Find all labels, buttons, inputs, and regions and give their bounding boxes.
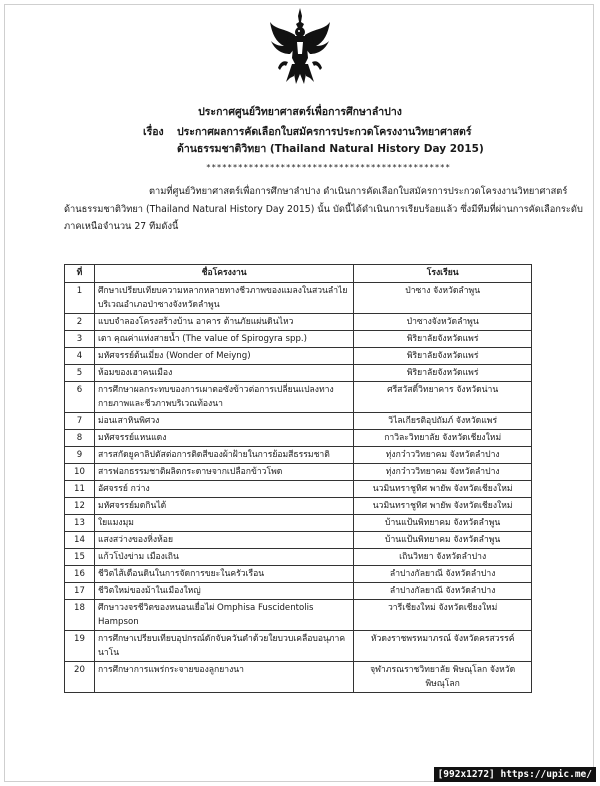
table-row: [65, 631, 532, 662]
table-row: [65, 413, 532, 430]
header-school: โรงเรียน: [354, 265, 532, 283]
row-num: 5: [65, 365, 95, 382]
table-row: [65, 348, 532, 365]
table-row: [65, 498, 532, 515]
table-row: [65, 600, 532, 631]
row-school: ทุ่งกว๋าววิทยาคม จังหวัดลำปาง: [354, 447, 532, 464]
row-project-name: อัศจรรย์ กว่าง: [94, 481, 353, 498]
row-project-name: เตา คุณค่าแห่งสายน้ำ (The value of Spirogyra spp.): [94, 331, 353, 348]
projects-table: [64, 264, 532, 693]
row-num: 16: [65, 566, 95, 583]
row-school: วิไลเกียรติอุปถัมภ์ จังหวัดแพร่: [354, 413, 532, 430]
row-school: หัวดงราชพรหมาภรณ์ จังหวัดครสวรรค์: [354, 631, 532, 662]
row-school: ศรีสวัสดิ์วิทยาคาร จังหวัดน่าน: [354, 382, 532, 413]
row-project-name: มหัศจรรย์แหนแดง: [94, 430, 353, 447]
row-num: 19: [65, 631, 95, 662]
table-row: [65, 532, 532, 549]
table-row: [65, 365, 532, 382]
table-row: [65, 382, 532, 413]
intro-text: ตามที่ศูนย์วิทยาศาสตร์เพื่อการศึกษาลำปาง ดำเนินการคัดเลือกใบสมัครการประกวดโครงงานวิทยาศาสตร์ด้านธรรมชาติวิทยา (Thailand Natural History Day 2015) นั้น บัดนี้ได้ดำเนินการเรียบร้อยแล้ว ซึ่งมีทีมที่ผ่านการคัดเลือกระดับภาคเหนือจำนวน 27 ทีมดังนี้: [64, 186, 583, 232]
row-project-name: ชีวิตใหม่ของม้าในเมืองใหญ่: [94, 583, 353, 600]
table-row: [65, 331, 532, 348]
row-num: 17: [65, 583, 95, 600]
row-project-name: แบบจำลองโครงสร้างบ้าน อาคาร ต้านภัยแผ่นดินไหว: [94, 314, 353, 331]
row-num: 11: [65, 481, 95, 498]
row-school: ลำปางกัลยาณี จังหวัดลำปาง: [354, 566, 532, 583]
row-project-name: สารฟอกธรรมชาติผลิตกระดาษจากเปลือกข้าวโพด: [94, 464, 353, 481]
row-school: นวมินทราชูทิศ พายัพ จังหวัดเชียงใหม่: [354, 498, 532, 515]
table-row: [65, 481, 532, 498]
row-num: 2: [65, 314, 95, 331]
table-row: [65, 314, 532, 331]
row-school: ป่าซาง จังหวัดลำพูน: [354, 283, 532, 314]
row-school: พิริยาลัยจังหวัดแพร่: [354, 331, 532, 348]
row-num: 3: [65, 331, 95, 348]
table-row: [65, 430, 532, 447]
intro-paragraph: [64, 183, 584, 236]
announcement-title: ประกาศศูนย์วิทยาศาสตร์เพื่อการศึกษาลำปาง: [198, 106, 402, 118]
row-num: 18: [65, 600, 95, 631]
row-num: 9: [65, 447, 95, 464]
table-row: [65, 549, 532, 566]
row-project-name: ศึกษาเปรียบเทียบความหลากหลายทางชีวภาพของแมลงในสวนลำไยบริเวณอำเภอป่าซางจังหวัดลำพูน: [94, 283, 353, 314]
row-school: จุฬาภรณราชวิทยาลัย พิษณุโลก จังหวัดพิษณุโลก: [354, 662, 532, 693]
header-num: ที่: [65, 265, 95, 283]
row-school: พิริยาลัยจังหวัดแพร่: [354, 365, 532, 382]
row-project-name: มหัศจรรย์ต้นเมี่ยง (Wonder of Meiyng): [94, 348, 353, 365]
row-school: บ้านแป้นพิทยาคม จังหวัดลำพูน: [354, 515, 532, 532]
table-header-row: [65, 265, 532, 283]
row-project-name: มหัศจรรย์มดกินได้: [94, 498, 353, 515]
row-project-name: แก้วโป่งข่าม เมืองเถิน: [94, 549, 353, 566]
subject-label: เรื่อง: [143, 126, 164, 138]
table-row: [65, 566, 532, 583]
row-school: วารีเชียงใหม่ จังหวัดเชียงใหม่: [354, 600, 532, 631]
table-row: [65, 515, 532, 532]
table-row: [65, 464, 532, 481]
row-num: 6: [65, 382, 95, 413]
row-project-name: ใยแมงมุม: [94, 515, 353, 532]
row-num: 10: [65, 464, 95, 481]
row-school: เถินวิทยา จังหวัดลำปาง: [354, 549, 532, 566]
row-num: 15: [65, 549, 95, 566]
divider-stars: **********************************************: [206, 163, 451, 172]
row-project-name: ม่อนเสาหินพิศวง: [94, 413, 353, 430]
row-project-name: สารสกัดยูคาลิปตัสต่อการติดสีของผ้าฝ้ายในการย้อมสีธรรมชาติ: [94, 447, 353, 464]
header-project-name: ชื่อโครงงาน: [94, 265, 353, 283]
row-num: 12: [65, 498, 95, 515]
table-row: [65, 662, 532, 693]
row-num: 8: [65, 430, 95, 447]
table-row: [65, 447, 532, 464]
row-school: พิริยาลัยจังหวัดแพร่: [354, 348, 532, 365]
row-num: 4: [65, 348, 95, 365]
row-project-name: ศึกษาวงจรชีวิตของหนอนเยื่อไผ่ Omphisa Fuscidentolis Hampson: [94, 600, 353, 631]
row-school: ลำปางกัลยาณี จังหวัดลำปาง: [354, 583, 532, 600]
row-num: 14: [65, 532, 95, 549]
row-num: 13: [65, 515, 95, 532]
row-num: 7: [65, 413, 95, 430]
row-num: 1: [65, 283, 95, 314]
row-school: กาวิละวิทยาลัย จังหวัดเชียงใหม่: [354, 430, 532, 447]
row-project-name: แสงสว่างของหิ่งห้อย: [94, 532, 353, 549]
table-row: [65, 283, 532, 314]
row-project-name: ห้อมของเฮาคนเมือง: [94, 365, 353, 382]
row-school: นวมินทราชูทิศ พายัพ จังหวัดเชียงใหม่: [354, 481, 532, 498]
row-school: ป่าซางจังหวัดลำพูน: [354, 314, 532, 331]
subject-line-1: ประกาศผลการคัดเลือกใบสมัครการประกวดโครงงานวิทยาศาสตร์: [177, 126, 472, 138]
row-school: ทุ่งกว๋าววิทยาคม จังหวัดลำปาง: [354, 464, 532, 481]
row-project-name: ชีวิตไส้เดือนดินในการจัดการขยะในครัวเรือน: [94, 566, 353, 583]
row-project-name: การศึกษาการแพร่กระจายของลูกยางนา: [94, 662, 353, 693]
row-school: บ้านแป้นพิทยาคม จังหวัดลำพูน: [354, 532, 532, 549]
subject-line-2: ด้านธรรมชาติวิทยา (Thailand Natural History Day 2015): [177, 143, 484, 155]
row-project-name: การศึกษาเปรียบเทียบอุปกรณ์ดักจับควันดำด้วยใยบวบเคลือบอนุภาคนาโน: [94, 631, 353, 662]
garuda-emblem-icon: [268, 8, 332, 90]
table-row: [65, 583, 532, 600]
watermark-label: [992x1272] https://upic.me/: [434, 767, 596, 782]
row-num: 20: [65, 662, 95, 693]
row-project-name: การศึกษาผลกระทบของการเผาตอซังข้าวต่อการเปลี่ยนแปลงทางกายภาพและชีวภาพบริเวณท้องนา: [94, 382, 353, 413]
